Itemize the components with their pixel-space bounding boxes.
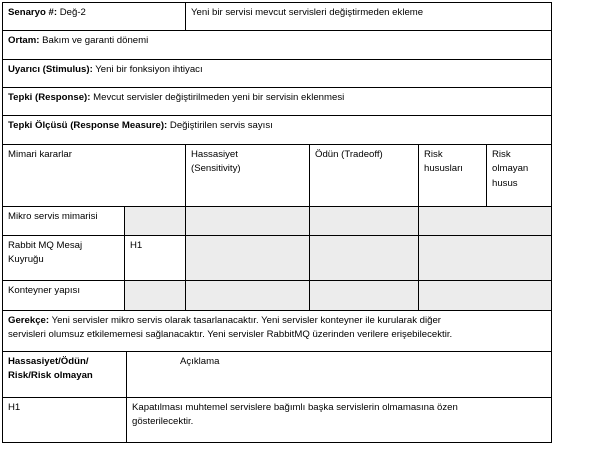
response-measure-row — [2, 115, 552, 145]
explanation-row-key — [2, 397, 127, 443]
environment-value: Bakım ve garanti dönemi — [42, 35, 149, 46]
scenario-id-cell — [2, 2, 186, 31]
sensitivity-ref: H1 — [130, 240, 143, 251]
empty-cell — [418, 206, 552, 236]
explanation-header-description — [126, 351, 552, 398]
stimulus-row — [2, 59, 552, 88]
decision-label: Mikro servis mimarisi — [8, 211, 98, 222]
header-nonrisk-line2: olmayan — [492, 163, 529, 175]
header-risk — [418, 144, 487, 207]
explanation-key: H1 — [8, 402, 21, 413]
table-row-decision — [2, 280, 125, 311]
response-measure-value: Değiştirilen servis sayısı — [169, 120, 273, 131]
empty-cell — [185, 206, 310, 236]
scenario-label: Senaryo #: — [8, 7, 58, 18]
header-sensitivity-line1: Hassasiyet — [191, 149, 238, 160]
scenario-title-cell — [185, 2, 552, 31]
header-tradeoff-label: Ödün (Tradeoff) — [315, 149, 383, 160]
explanation-header-line2: Risk/Risk olmayan — [8, 370, 93, 382]
header-tradeoff — [309, 144, 419, 207]
scenario-id: Değ-2 — [59, 7, 86, 18]
header-sensitivity — [185, 144, 310, 207]
empty-cell — [309, 280, 419, 311]
response-row — [2, 87, 552, 116]
header-nonrisk-line3: husus — [492, 177, 518, 189]
table-row-decision — [2, 235, 125, 281]
response-measure-label: Tepki Ölçüsü (Response Measure): — [8, 120, 168, 131]
header-risk-line2: hususları — [424, 163, 463, 175]
rationale-line1 — [8, 314, 546, 328]
scenario-title: Yeni bir servisi mevcut servisleri değiştirmeden ekleme — [191, 7, 424, 18]
empty-cell — [418, 235, 552, 281]
empty-cell — [185, 280, 310, 311]
empty-cell — [418, 280, 552, 311]
rationale-text-2: servisleri olumsuz etkilememesi sağlanacaktır. Yeni servisler RabbitMQ üzerinden verilere erişebilecektir. — [8, 329, 453, 341]
header-risk-line1: Risk — [424, 149, 443, 160]
table-row-sensitivity-ref — [124, 206, 186, 236]
stimulus-value: Yeni bir fonksiyon ihtiyacı — [95, 64, 203, 75]
header-nonrisk-line1: Risk — [492, 149, 511, 160]
header-sensitivity-line2: (Sensitivity) — [191, 163, 241, 175]
explanation-text-line2: gösterilecektir. — [132, 416, 194, 428]
decision-label-line2: Kuyruğu — [8, 254, 44, 266]
decision-label: Konteyner yapısı — [8, 285, 80, 296]
explanation-header-key — [2, 351, 127, 398]
explanation-row-text — [126, 397, 552, 443]
table-row-sensitivity-ref — [124, 235, 186, 281]
table-row-decision — [2, 206, 125, 236]
environment-label: Ortam: — [8, 35, 40, 46]
empty-cell — [309, 235, 419, 281]
decision-label-line1: Rabbit MQ Mesaj — [8, 240, 83, 251]
environment-row — [2, 30, 552, 60]
explanation-text-line1: Kapatılması muhtemel servislere bağımlı başka servislerin olmamasına özen — [132, 402, 458, 413]
header-decisions — [2, 144, 186, 207]
empty-cell — [185, 235, 310, 281]
rationale-text-1: Yeni servisler mikro servis olarak tasarlanacaktır. Yeni servisler konteyner ile kurularak diğer — [51, 315, 442, 326]
response-label: Tepki (Response): — [8, 92, 91, 103]
explanation-header-description-label: Açıklama — [180, 356, 220, 367]
header-decisions-label: Mimari kararlar — [8, 149, 72, 160]
stimulus-label: Uyarıcı (Stimulus): — [8, 64, 93, 75]
rationale-label: Gerekçe: — [8, 315, 50, 326]
header-nonrisk — [486, 144, 552, 207]
explanation-header-line1: Hassasiyet/Ödün/ — [8, 356, 89, 367]
table-row-sensitivity-ref — [124, 280, 186, 311]
rationale-row — [2, 310, 552, 352]
empty-cell — [309, 206, 419, 236]
response-value: Mevcut servisler değiştirilmeden yeni bir servisin eklenmesi — [93, 92, 345, 103]
